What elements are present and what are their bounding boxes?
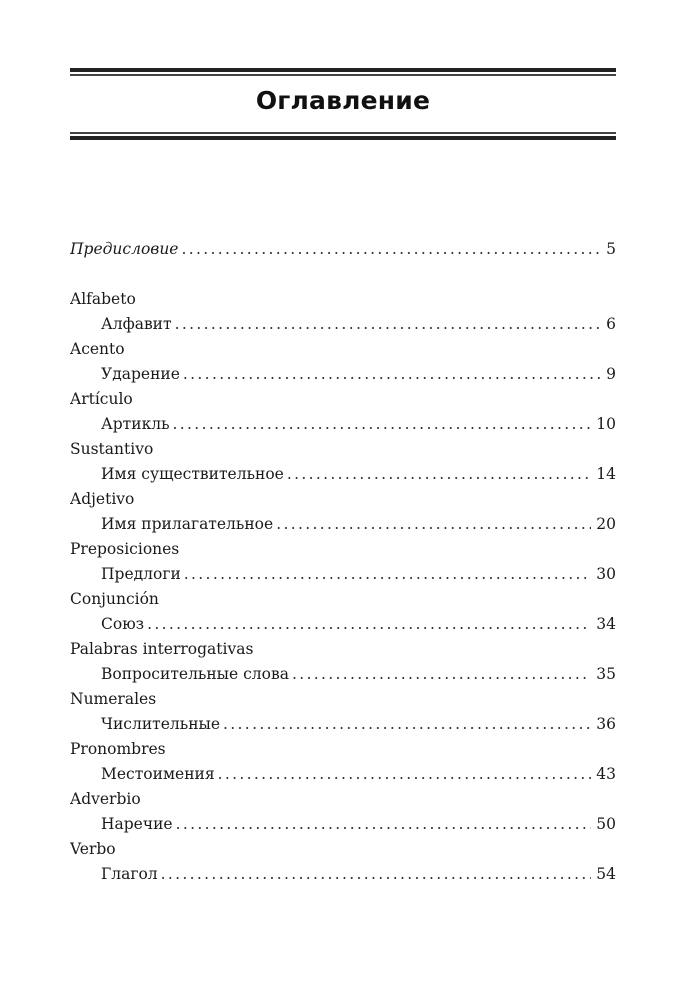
toc-entry-label: Числительные xyxy=(101,715,221,733)
dot-leader xyxy=(292,662,591,687)
toc-section-heading xyxy=(70,687,616,712)
page-title: Оглавление xyxy=(255,86,431,115)
toc-page-number: 5 xyxy=(606,240,616,258)
section-heading-text: Artículo xyxy=(70,390,133,408)
dot-leader xyxy=(223,712,591,737)
toc-entry-label: Предисловие xyxy=(70,240,179,258)
dot-leader xyxy=(218,762,592,787)
dot-leader xyxy=(173,412,592,437)
section-heading-text: Verbo xyxy=(70,840,116,858)
section-heading-text: Numerales xyxy=(70,690,157,708)
toc-entry-label: Имя прилагательное xyxy=(101,515,274,533)
toc-section-heading xyxy=(70,437,616,462)
toc-section-heading xyxy=(70,587,616,612)
toc-entry[interactable] xyxy=(70,612,616,637)
bottom-rule-thin xyxy=(70,132,616,134)
toc-entry[interactable] xyxy=(70,762,616,787)
section-heading-text: Palabras interrogativas xyxy=(70,640,254,658)
toc-entry[interactable] xyxy=(70,462,616,487)
toc-entry-label: Имя существительное xyxy=(101,465,284,483)
toc-page-number: 14 xyxy=(596,465,616,483)
toc-section-heading xyxy=(70,737,616,762)
toc-entry-label: Наречие xyxy=(101,815,173,833)
toc-section-heading xyxy=(70,637,616,662)
toc-section-heading xyxy=(70,287,616,312)
top-rule-thin xyxy=(70,74,616,76)
toc-entry[interactable] xyxy=(70,562,616,587)
dot-leader xyxy=(161,862,592,887)
toc-page-number: 6 xyxy=(606,315,616,333)
toc-entry[interactable] xyxy=(70,812,616,837)
section-heading-text: Acento xyxy=(70,340,125,358)
section-heading-text: Adjetivo xyxy=(70,490,135,508)
toc-entry-label: Алфавит xyxy=(101,315,172,333)
toc-section-heading xyxy=(70,787,616,812)
toc-page-number: 35 xyxy=(596,665,616,683)
toc-entry-label: Вопросительные слова xyxy=(101,665,289,683)
toc-page-number: 50 xyxy=(596,815,616,833)
toc-section-heading xyxy=(70,837,616,862)
dot-leader xyxy=(175,312,602,337)
toc-entry[interactable] xyxy=(70,312,616,337)
toc-entry[interactable] xyxy=(70,512,616,537)
toc-page-number: 43 xyxy=(596,765,616,783)
table-of-contents xyxy=(70,237,616,887)
dot-leader xyxy=(147,612,591,637)
toc-entry-label: Глагол xyxy=(101,865,158,883)
dot-leader xyxy=(276,512,591,537)
toc-page-number: 10 xyxy=(596,415,616,433)
toc-page-number: 34 xyxy=(596,615,616,633)
toc-page-number: 36 xyxy=(596,715,616,733)
toc-section-heading xyxy=(70,387,616,412)
toc-page-number: 9 xyxy=(606,365,616,383)
toc-entry[interactable] xyxy=(70,862,616,887)
dot-leader xyxy=(181,237,601,262)
toc-sections xyxy=(70,287,616,887)
toc-entry[interactable] xyxy=(70,712,616,737)
toc-section-heading xyxy=(70,487,616,512)
toc-entry-label: Предлоги xyxy=(101,565,181,583)
dot-leader xyxy=(176,812,592,837)
toc-page-number: 54 xyxy=(596,865,616,883)
toc-entry-label: Ударение xyxy=(101,365,180,383)
toc-page-number: 20 xyxy=(596,515,616,533)
section-heading-text: Alfabeto xyxy=(70,290,136,308)
toc-entry[interactable] xyxy=(70,662,616,687)
top-rule-thick xyxy=(70,68,616,72)
dot-leader xyxy=(183,362,601,387)
toc-entry-preface[interactable] xyxy=(70,237,616,262)
dot-leader xyxy=(287,462,591,487)
section-heading-text: Adverbio xyxy=(70,790,141,808)
toc-entry-label: Артикль xyxy=(101,415,170,433)
section-heading-text: Conjunción xyxy=(70,590,159,608)
section-heading-text: Sustantivo xyxy=(70,440,154,458)
toc-entry[interactable] xyxy=(70,362,616,387)
section-heading-text: Pronombres xyxy=(70,740,166,758)
toc-page-number: 30 xyxy=(596,565,616,583)
toc-entry[interactable] xyxy=(70,412,616,437)
section-heading-text: Preposiciones xyxy=(70,540,180,558)
dot-leader xyxy=(184,562,591,587)
toc-entry-label: Местоимения xyxy=(101,765,215,783)
toc-section-heading xyxy=(70,537,616,562)
bottom-rule-thick xyxy=(70,136,616,140)
toc-section-heading xyxy=(70,337,616,362)
toc-entry-label: Союз xyxy=(101,615,145,633)
